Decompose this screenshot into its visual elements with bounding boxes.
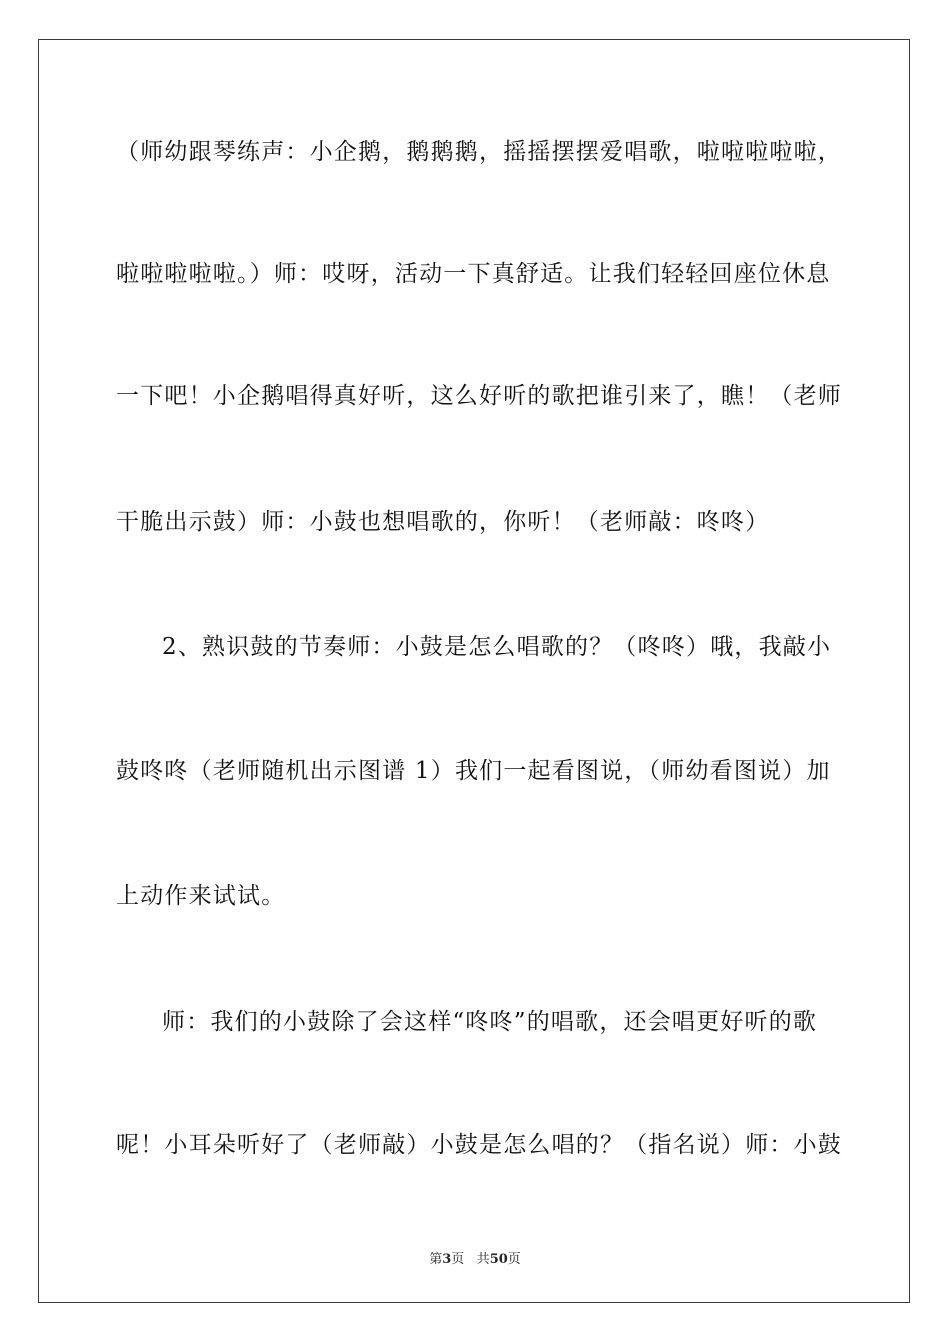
body-line: 干脆出示鼓）师：小鼓也想唱歌的，你听！（老师敲：咚咚） — [116, 509, 770, 535]
body-line: 鼓咚咚（老师随机出示图谱 1）我们一起看图说，（师幼看图说）加 — [116, 758, 831, 784]
body-line: 2、熟识鼓的节奏师：小鼓是怎么唱歌的？（咚咚）哦，我敲小 — [162, 634, 832, 660]
footer-total-suffix: 页 — [507, 1252, 521, 1267]
body-line: 呢！小耳朵听好了（老师敲）小鼓是怎么唱的？（指名说）师：小鼓 — [116, 1132, 842, 1158]
page-border — [38, 39, 910, 1303]
body-line: 啦啦啦啦啦。）师：哎呀，活动一下真舒适。让我们轻轻回座位休息 — [116, 261, 831, 287]
footer-page-number: 3 — [442, 1252, 452, 1267]
footer-total-prefix: 共 — [476, 1252, 490, 1267]
footer-total-number: 50 — [489, 1252, 508, 1267]
footer-page-suffix: 页 — [451, 1252, 465, 1267]
body-line: 一下吧！小企鹅唱得真好听，这么好听的歌把谁引来了，瞧！（老师 — [116, 383, 842, 409]
page-footer — [0, 1248, 950, 1267]
body-line: 上动作来试试。 — [116, 883, 286, 909]
footer-page-prefix: 第 — [429, 1252, 443, 1267]
body-line: （师幼跟琴练声：小企鹅，鹅鹅鹅，摇摇摆摆爱唱歌，啦啦啦啦啦， — [116, 139, 842, 165]
body-line: 师：我们的小鼓除了会这样“咚咚”的唱歌，还会唱更好听的歌 — [162, 1009, 818, 1035]
